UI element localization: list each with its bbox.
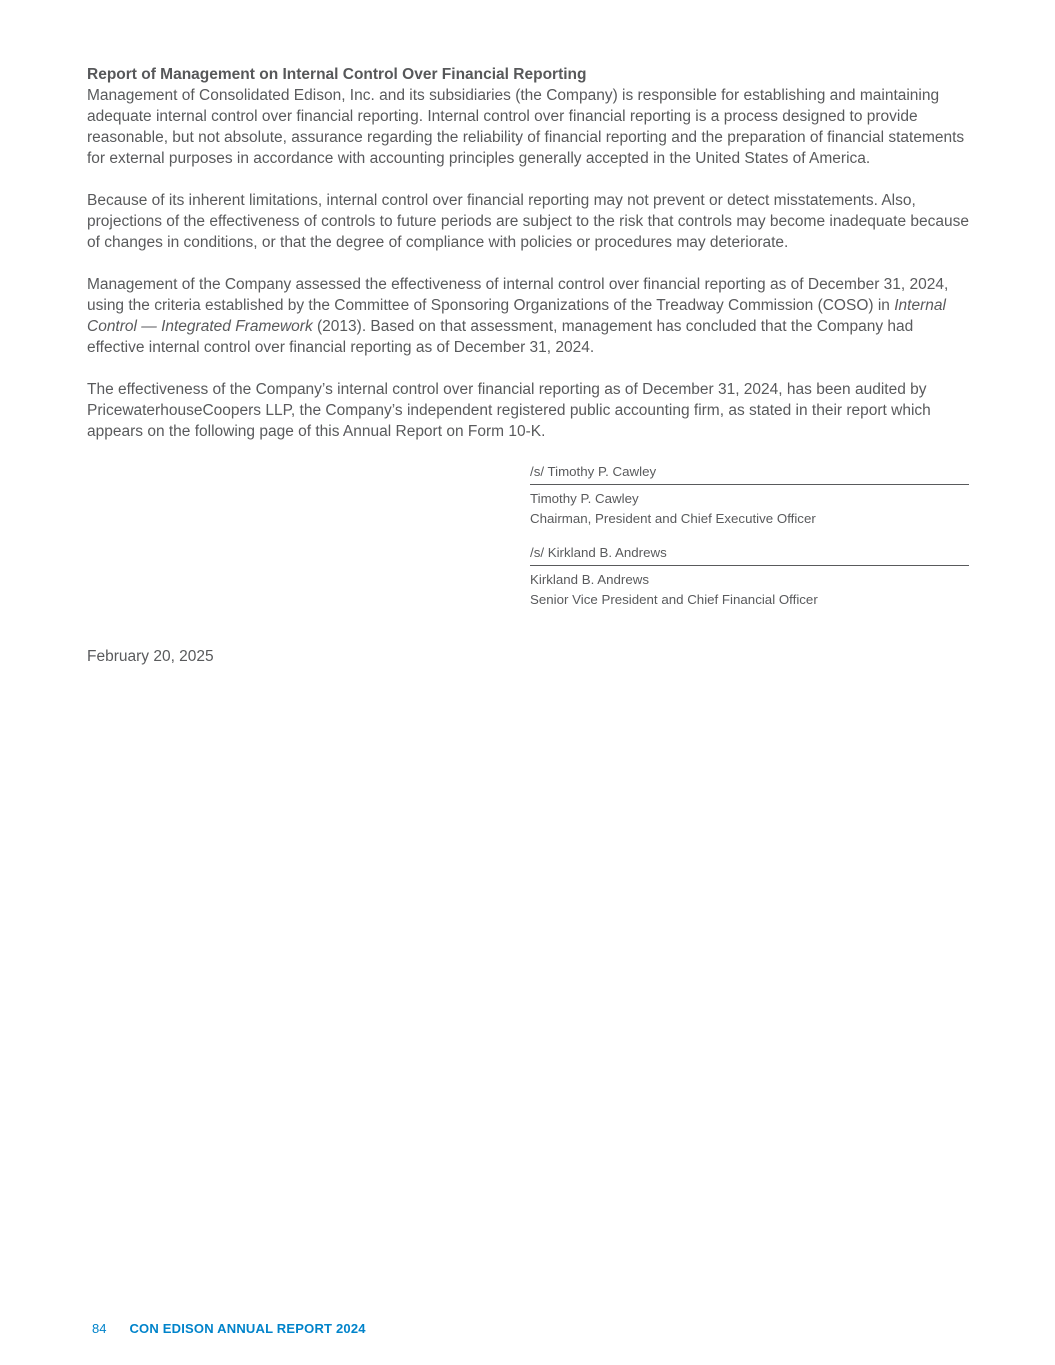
paragraph-limitations: Because of its inherent limitations, internal control over financial reporting may not prevent or detect misstatements. Also, projections of the effectiveness of controls to future periods are subject to the risk that controls may become inadequate because of changes in conditions, or that the degree of compliance with policies or procedures may deteriorate. — [87, 192, 969, 251]
paragraph-assessment-lead: Management of the Company assessed the effectiveness of internal control over financial reporting as of December 31, 2024, using the criteria established by the Committee of Sponsoring Organizations of the Treadway Commission (COSO) in — [87, 276, 949, 314]
report-date: February 20, 2025 — [87, 648, 214, 665]
signature-block-cfo — [530, 544, 969, 610]
signature-block-ceo — [530, 463, 969, 529]
paragraph-responsibility: Management of Consolidated Edison, Inc. and its subsidiaries (the Company) is responsible for establishing and maintaining adequate internal control over financial reporting. Internal control over financial reporting is a process designed to provide reasonable, but not absolute, assurance regarding the reliability of financial reporting and the preparation of financial statements for external purposes in accordance with accounting principles generally accepted in the United States of America. — [87, 87, 965, 167]
annual-report-label: CON EDISON ANNUAL REPORT 2024 — [129, 1321, 366, 1336]
paragraph-assessment — [87, 274, 969, 358]
signer-name-cfo: Kirkland B. Andrews — [530, 572, 649, 587]
signer-title-ceo: Chairman, President and Chief Executive Officer — [530, 511, 816, 526]
page-footer — [92, 1321, 366, 1337]
paragraph-audit: The effectiveness of the Company’s internal control over financial reporting as of December 31, 2024, has been audited by PricewaterhouseCoopers LLP, the Company’s independent registered public accounting firm, as stated in their report which appears on the following page of this Annual Report on Form 10-K. — [87, 381, 931, 440]
signature-section — [530, 463, 969, 610]
report-title: Report of Management on Internal Control Over Financial Reporting — [87, 66, 587, 83]
signature-line-cfo: /s/ Kirkland B. Andrews — [530, 544, 969, 566]
framework-title-italic: Internal Control — Integrated Framework — [87, 297, 946, 335]
paragraph-assessment-tail: (2013). Based on that assessment, management has concluded that the Company had effective internal control over financial reporting as of December 31, 2024. — [87, 318, 914, 356]
signer-title-cfo: Senior Vice President and Chief Financial Officer — [530, 592, 818, 607]
signature-line-ceo: /s/ Timothy P. Cawley — [530, 463, 969, 485]
signer-name-ceo: Timothy P. Cawley — [530, 491, 639, 506]
report-body — [87, 64, 969, 667]
page-number: 84 — [92, 1321, 107, 1336]
